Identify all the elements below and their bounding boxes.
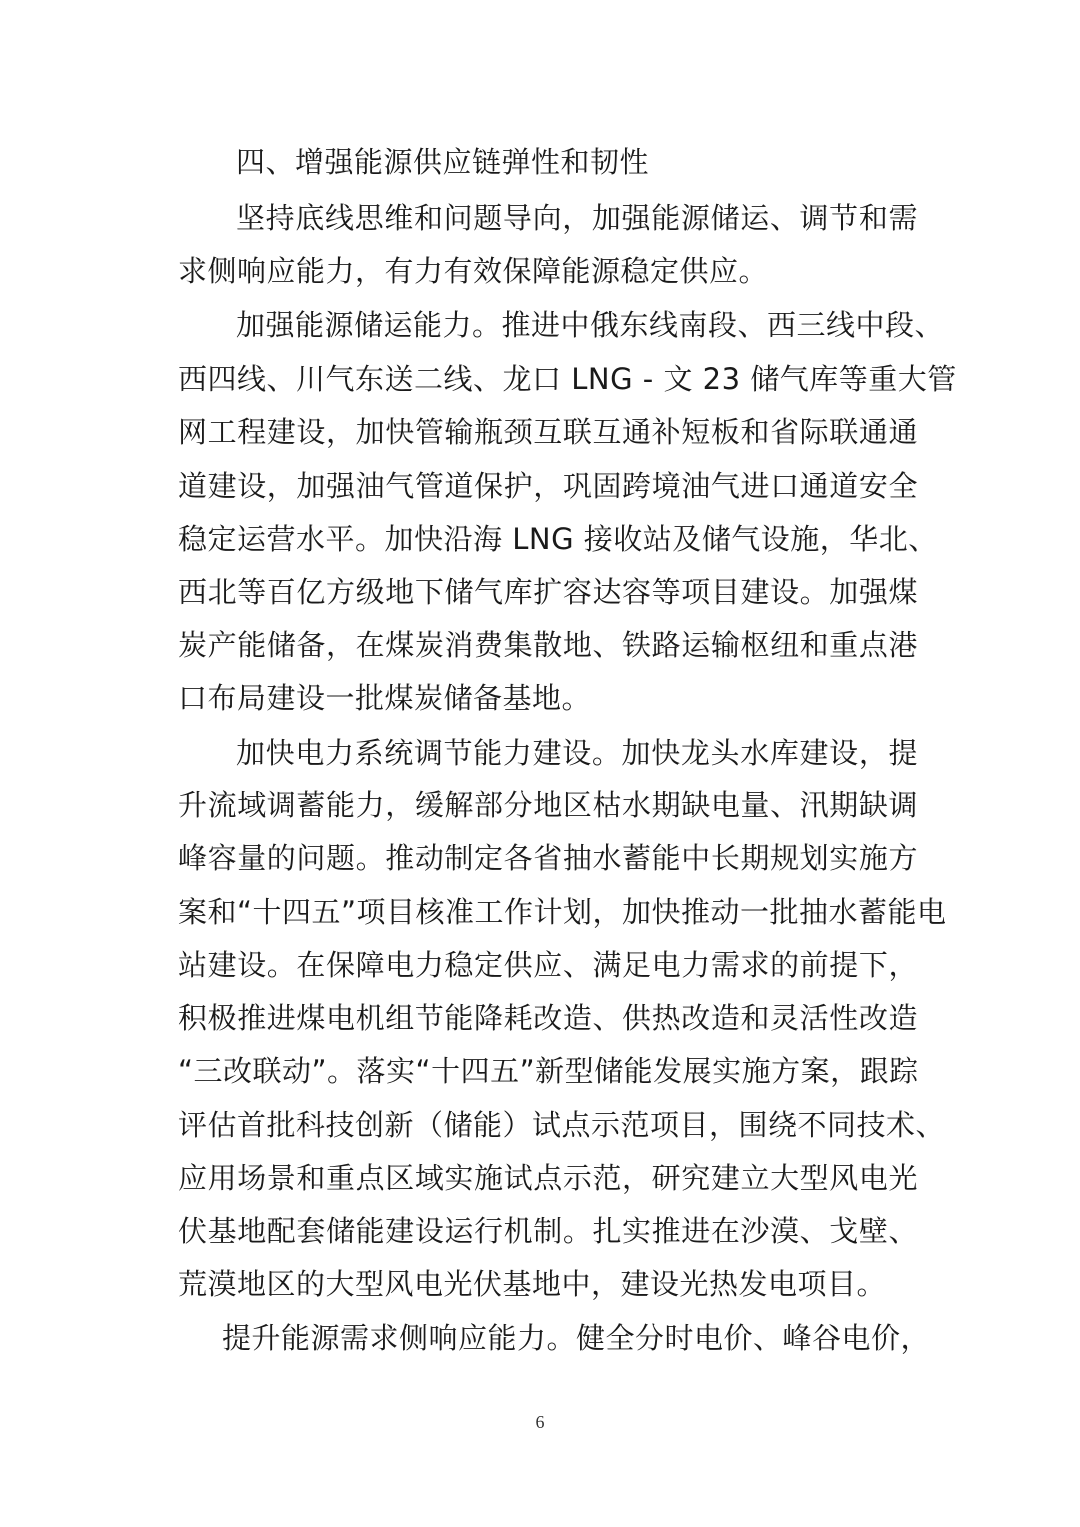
paragraph-line: 案和“十四五”项目核准工作计划，加快推动一批抽水蓄能电 [178, 895, 947, 929]
page-number: 6 [535, 1412, 545, 1432]
paragraph-line: 峰容量的问题。推动制定各省抽水蓄能中长期规划实施方 [178, 841, 918, 875]
paragraph-line: 道建设，加强油气管道保护，巩固跨境油气进口通道安全 [178, 469, 918, 503]
paragraph-line: 站建设。在保障电力稳定供应、满足电力需求的前提下， [178, 948, 918, 982]
paragraph-line: 西北等百亿方级地下储气库扩容达容等项目建设。加强煤 [178, 575, 918, 609]
paragraph-line: “三改联动”。落实“十四五”新型储能发展实施方案，跟踪 [178, 1054, 919, 1088]
paragraph-line: 稳定运营水平。加快沿海 LNG 接收站及储气设施，华北、 [178, 522, 938, 556]
section-heading: 四、增强能源供应链弹性和韧性 [236, 145, 650, 179]
paragraph-line: 网工程建设，加快管输瓶颈互联互通补短板和省际联通通 [178, 415, 918, 449]
paragraph-line: 求侧响应能力，有力有效保障能源稳定供应。 [178, 254, 769, 288]
paragraph-line: 升流域调蓄能力，缓解部分地区枯水期缺电量、汛期缺调 [178, 788, 918, 822]
paragraph-line: 口布局建设一批煤炭储备基地。 [178, 681, 592, 715]
paragraph-line: 伏基地配套储能建设运行机制。扎实推进在沙漠、戈壁、 [178, 1214, 918, 1248]
paragraph-line: 加强能源储运能力。推进中俄东线南段、西三线中段、 [236, 308, 945, 342]
paragraph-line: 应用场景和重点区域实施试点示范，研究建立大型风电光 [178, 1161, 918, 1195]
paragraph-line: 积极推进煤电机组节能降耗改造、供热改造和灵活性改造 [178, 1001, 918, 1035]
paragraph-line: 炭产能储备，在煤炭消费集散地、铁路运输枢纽和重点港 [178, 628, 918, 662]
paragraph-line: 西四线、川气东送二线、龙口 LNG - 文 23 储气库等重大管 [178, 362, 957, 396]
paragraph-line: 荒漠地区的大型风电光伏基地中，建设光热发电项目。 [178, 1267, 887, 1301]
paragraph-line: 评估首批科技创新（储能）试点示范项目，围绕不同技术、 [178, 1108, 946, 1142]
paragraph-line: 提升能源需求侧响应能力。健全分时电价、峰谷电价， [222, 1321, 931, 1355]
paragraph-line: 坚持底线思维和问题导向，加强能源储运、调节和需 [236, 201, 918, 235]
paragraph-line: 加快电力系统调节能力建设。加快龙头水库建设，提 [236, 736, 918, 770]
